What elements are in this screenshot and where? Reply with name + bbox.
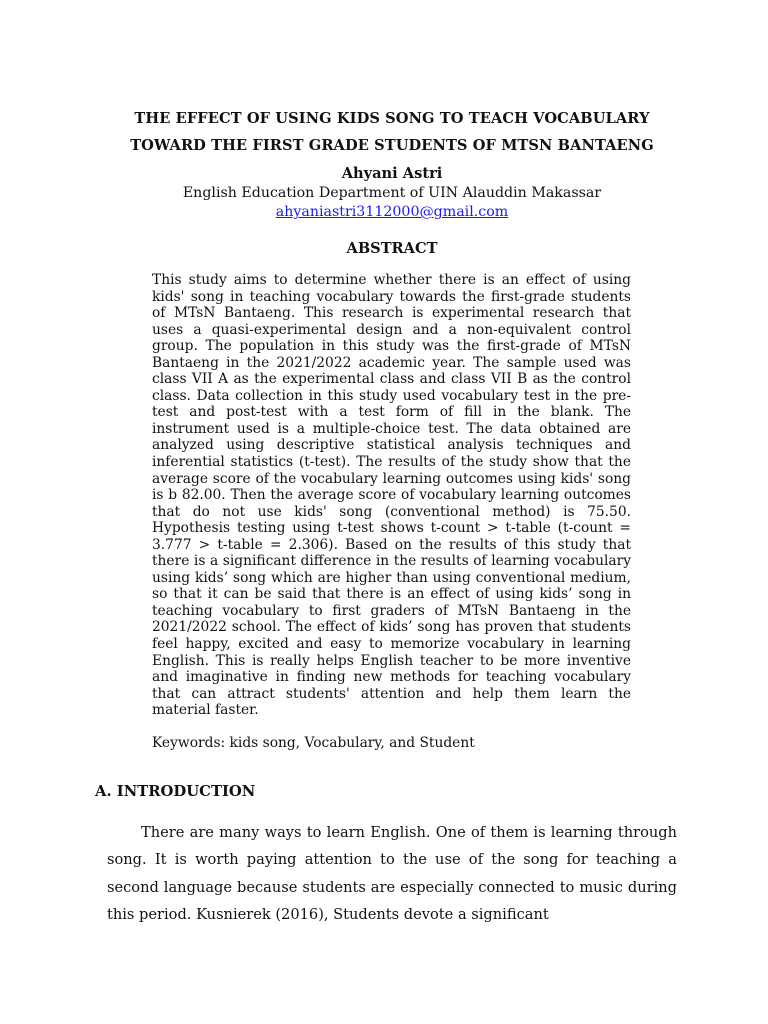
keywords: Keywords: kids song, Vocabulary, and Student <box>152 735 475 751</box>
abstract-body: This study aims to determine whether there is an effect of using kids' song in teaching vocabulary towards the first-grade students of MTsN Bantaeng. This research is experimental research that uses a quasi-experimental design and a non-equivalent control group. The population in this study was the first-grade of MTsN Bantaeng in the 2021/2022 academic year. The sample used was class VII A as the experimental class and class VII B as the control class. Data collection in this study used vocabulary test in the pre-test and post-test with a test form of fill in the blank. The instrument used is a multiple-choice test. The data obtained are analyzed using descriptive statistical analysis techniques and inferential statistics (t-test). The results of the study show that the average score of the vocabulary learning outcomes using kids' song is b 82.00. Then the average score of vocabulary learning outcomes that do not use kids' song (conventional method) is 75.50. Hypothesis testing using t-test shows t-count > t-table (t-count = 3.777 > t-table = 2.306). Based on the results of this study that there is a significant difference in the results of learning vocabulary using kids’ song which are higher than using conventional medium, so that it can be said that there is an effect of using kids’ song in teaching vocabulary to first graders of MTsN Bantaeng in the 2021/2022 school. The effect of kids’ song has proven that students feel happy, excited and easy to memorize vocabulary in learning English. This is really helps English teacher to be more inventive and imaginative in finding new methods for teaching vocabulary that can attract students' attention and help them learn the material faster. <box>152 272 631 719</box>
section-heading-introduction: A. INTRODUCTION <box>95 783 256 800</box>
abstract-heading: ABSTRACT <box>346 240 438 257</box>
author-name: Ahyani Astri <box>341 165 443 182</box>
author-affiliation: English Education Department of UIN Alauddin Makassar <box>182 185 602 201</box>
paper-title-line-1: THE EFFECT OF USING KIDS SONG TO TEACH VOCABULARY <box>134 110 650 127</box>
author-email-line <box>0 204 768 220</box>
paper-title-line-2: TOWARD THE FIRST GRADE STUDENTS OF MTSN BANTAENG <box>130 137 654 154</box>
author-email-link[interactable]: ahyaniastri3112000@gmail.com <box>275 204 509 220</box>
introduction-paragraph: There are many ways to learn English. One of them is learning through song. It is worth paying attention to the use of the song for teaching a second language because students are especially connected to music during this period. Kusnierek (2016), Students devote a significant <box>107 824 677 924</box>
